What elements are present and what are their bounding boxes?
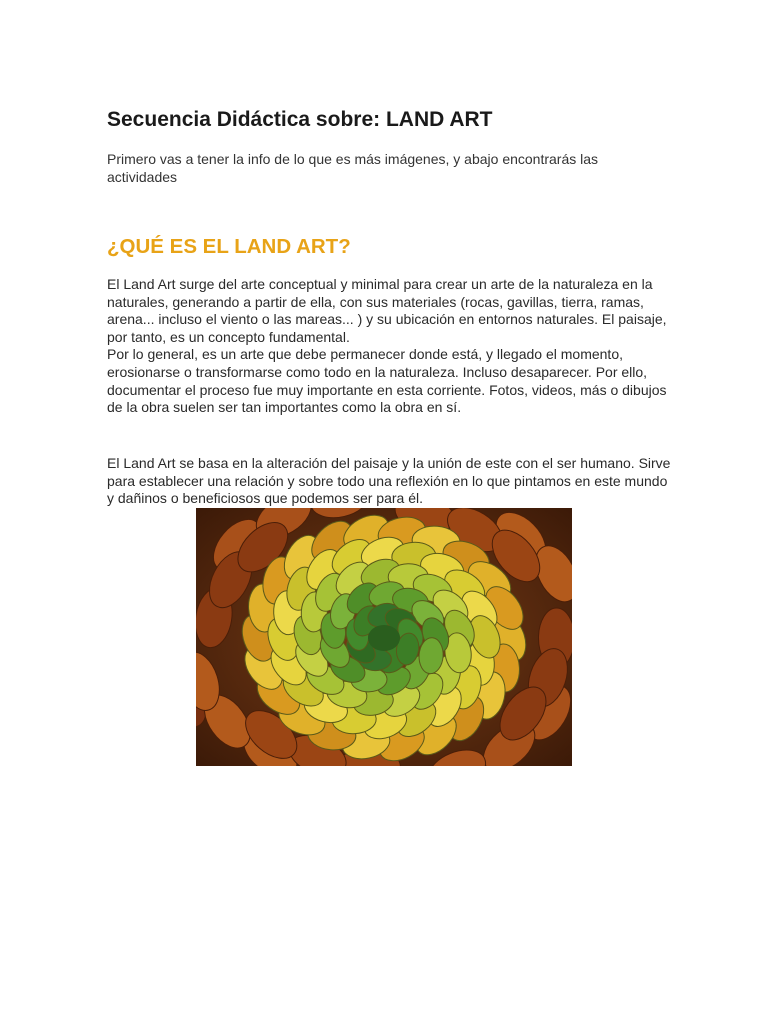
paragraph-relation: El Land Art se basa en la alteración del paisaje y la unión de este con el ser humano. Sirve para establecer una relación y sobre todo una reflexión en lo que pintamos en este mundo y dañinos o beneficiosos que podemos ser para él. bbox=[107, 455, 671, 507]
leaf-spiral-illustration bbox=[196, 508, 572, 766]
paragraph-definition-part-2: Por lo general, es un arte que debe permanecer donde está, y llegado el momento, erosionarse o transformarse como todo en la naturaleza. Incluso desaparecer. Por ello, documentar el proceso fue muy importante en esta corriente. Fotos, videos, más o dibujos de la obra suelen ser tan importantes como la obra en sí. bbox=[107, 346, 667, 416]
section-heading: ¿QUÉ ES EL LAND ART? bbox=[107, 235, 351, 258]
paragraph-definition bbox=[107, 276, 672, 417]
paragraph-definition-part-1: El Land Art surge del arte conceptual y minimal para crear un arte de la naturaleza en la naturales, generando a partir de ella, con sus materiales (rocas, gavillas, tierra, ramas, arena... incluso el viento o las mareas... ) y su ubicación en entornos naturales. El paisaje, por tanto, es un concepto fundamental. bbox=[107, 276, 667, 345]
leaf-spiral-image bbox=[196, 508, 572, 766]
document-title: Secuencia Didáctica sobre: LAND ART bbox=[107, 108, 493, 131]
leaf-spiral-center bbox=[368, 625, 400, 651]
intro-text: Primero vas a tener la info de lo que es más imágenes, y abajo encontrarás las actividades bbox=[107, 151, 599, 185]
